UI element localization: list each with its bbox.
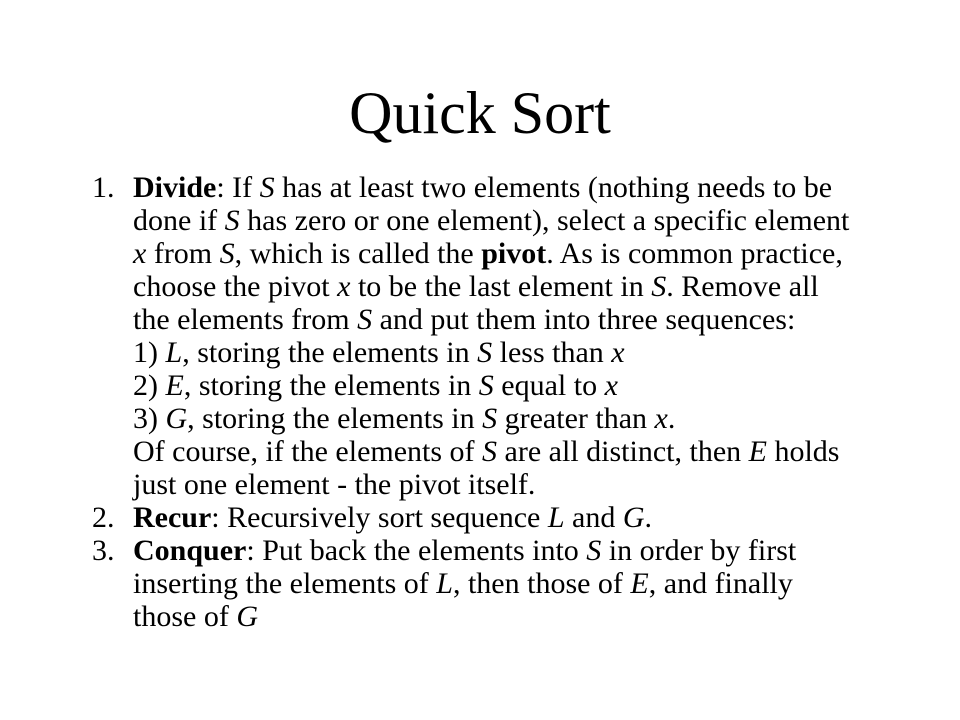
step-item-divide [92,171,912,501]
text-run: 1) [133,336,166,369]
math-symbol: S [482,435,498,468]
math-symbol: E [165,369,184,402]
step-line [133,270,912,303]
term: Recur [133,501,212,534]
text-run: . Remove all [666,270,819,303]
math-symbol: S [357,303,373,336]
math-symbol: x [654,402,668,435]
text-run: less than [492,336,612,369]
text-run: those of [133,600,237,633]
math-symbol: G [165,402,188,435]
slide-title: Quick Sort [349,80,611,146]
step-number: 3. [92,534,115,567]
term: Conquer [133,534,247,567]
math-symbol: G [622,501,645,534]
step-line [133,369,912,402]
math-symbol: L [165,336,183,369]
text-run: and put them into three sequences: [372,303,796,336]
math-symbol: x [604,369,618,402]
math-symbol: S [482,402,498,435]
text-run: greater than [497,402,655,435]
text-run: Of course, if the elements of [133,435,483,468]
text-run: , then those of [452,567,631,600]
math-symbol: x [337,270,351,303]
text-run: the elements from [133,303,358,336]
text-run: equal to [493,369,605,402]
text-run: from [146,237,220,270]
step-line [133,237,912,270]
math-symbol: S [219,237,235,270]
text-run: 3) [133,402,166,435]
text-run: inserting the elements of [133,567,437,600]
text-run: . [667,402,676,435]
step-line [133,402,912,435]
text-run: , storing the elements in [183,369,479,402]
step-item-conquer [92,534,912,633]
text-run: : Recursively sort sequence [211,501,548,534]
step-line [133,336,912,369]
text-run: , which is called the [234,237,482,270]
step-line [133,501,912,534]
step-item-recur [92,501,912,534]
text-run: and [564,501,623,534]
step-line [133,171,912,204]
text-run: , and finally [648,567,793,600]
math-symbol: S [586,534,602,567]
text-run: 2) [133,369,166,402]
math-symbol: S [259,171,275,204]
step-line [133,534,912,567]
text-run: . [644,501,653,534]
text-run: : Put back the elements into [246,534,587,567]
math-symbol: S [651,270,667,303]
text-run: . As is common practice, [546,237,843,270]
math-symbol: x [133,237,147,270]
math-symbol: E [630,567,649,600]
term: Divide [133,171,217,204]
text-run: done if [133,204,225,237]
step-line [133,600,912,633]
text-run: choose the pivot [133,270,338,303]
text-run: : If [216,171,260,204]
math-symbol: S [477,336,493,369]
text-run: , storing the elements in [182,336,478,369]
math-symbol: S [478,369,494,402]
text-run: are all distinct, then [497,435,749,468]
step-line [133,204,912,237]
math-symbol: x [611,336,625,369]
math-symbol: E [748,435,767,468]
math-symbol: S [224,204,240,237]
text-run: in order by first [601,534,797,567]
text-run: has at least two elements (nothing needs to be [274,171,833,204]
math-symbol: G [236,600,258,633]
text-run: , storing the elements in [187,402,483,435]
text-run: just one element - the pivot itself. [133,468,536,501]
steps-list [92,171,912,633]
step-line [133,303,912,336]
text-run: to be the last element in [350,270,652,303]
step-line [133,435,912,468]
step-number: 1. [92,171,115,204]
math-symbol: L [547,501,565,534]
step-number: 2. [92,501,115,534]
step-line [133,468,912,501]
text-run: holds [766,435,840,468]
step-line [133,567,912,600]
term: pivot [481,237,547,270]
math-symbol: L [436,567,453,600]
text-run: has zero or one element), select a specific element [239,204,850,237]
